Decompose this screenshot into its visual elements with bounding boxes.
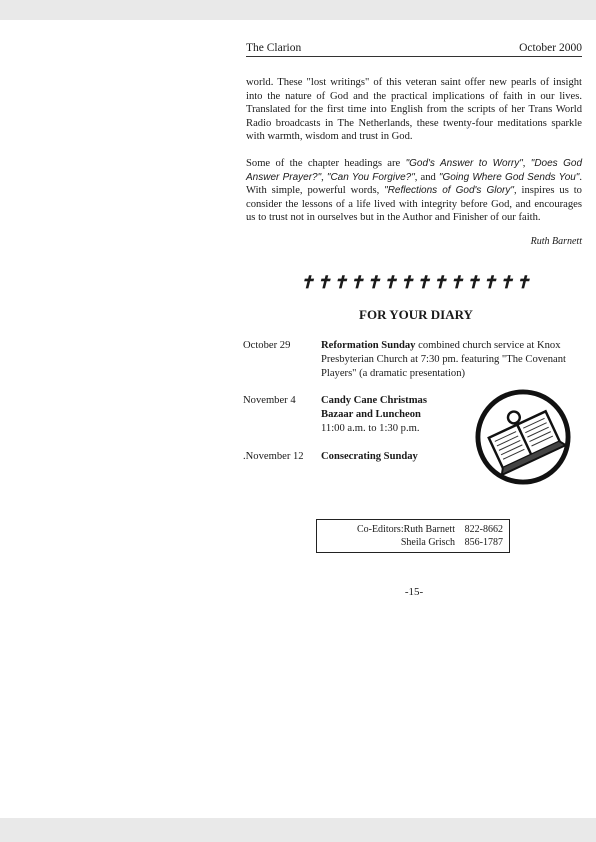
cross-glyph: ✝: [482, 273, 497, 292]
cross-glyph: ✝: [449, 273, 464, 292]
page-header: [246, 42, 582, 57]
editors-label: Co-Editors:: [356, 524, 404, 535]
chapter-heading: "God's Answer to Worry": [405, 158, 523, 169]
cross-glyph: ✝: [399, 273, 414, 292]
event-name: Consecrating Sunday: [321, 451, 418, 462]
diary-heading: FOR YOUR DIARY: [359, 307, 473, 322]
event-name: Reformation Sunday: [321, 340, 416, 351]
cross-glyph: ✝: [465, 273, 481, 292]
chapter-heading: "Going Where God Sends You": [438, 171, 580, 183]
open-book-icon: [474, 388, 572, 486]
event-name: Candy Cane Christmas Bazaar and Luncheon: [321, 395, 427, 420]
entry-date: October 29: [243, 340, 291, 351]
entry-date: .November 12: [243, 451, 304, 462]
book-title: "Reflections of God's Glory": [384, 185, 514, 197]
cross-glyph: ✝: [349, 273, 365, 292]
diary-entry: [243, 394, 449, 436]
editor-name: Ruth Barnett: [403, 524, 455, 535]
review-signature: Ruth Barnett: [530, 236, 582, 247]
issue-date: October 2000: [519, 42, 582, 54]
entry-date: November 4: [243, 395, 296, 406]
page-number: -15-: [404, 586, 424, 598]
review-text-mid: . With simple, powerful words,: [246, 171, 583, 197]
editors-box: [316, 519, 510, 553]
cross-divider: [300, 273, 530, 293]
review-text-end: , inspires us to consider the lessons of a life lived with integrity before God, and encourages us to trust not in ourselves but in the Author and Finisher of our faith.: [246, 185, 582, 224]
cross-glyph: ✝: [316, 273, 331, 292]
chapter-heading: "Does God Answer Prayer?": [246, 158, 583, 183]
cross-glyph: ✝: [300, 273, 315, 292]
review-paragraph-2: Some of the chapter headings are "God's Answer to Worry", "Does God Answer Prayer?", "Can You Forgive?", and "Going Where God Sends You". With simple, powerful words, "Reflections of God's Glory", inspires us to consider the lessons of a life lived with integrity before God, and encourages us to trust not in ourselves but in the Author and Finisher of our faith.: [246, 158, 583, 224]
editor-phone: 822-8662: [464, 524, 503, 535]
review-text-1: world. These "lost writings" of this veteran saint offer new pearls of insight into the nature of God and the practical implications of faith in our lives. Translated for the first time into English from the scripts of her Trans World Radio broadcasts in The Netherlands, these twenty-four meditations sparkle with warmth, wisdom and trust in God.: [246, 77, 582, 143]
review-text-intro: Some of the chapter headings are: [246, 158, 406, 169]
chapter-heading: "Can You Forgive?": [326, 171, 415, 183]
editor-name: Sheila Grisch: [400, 537, 455, 548]
newsletter-title: The Clarion: [246, 42, 302, 54]
diary-entry: [243, 339, 583, 381]
cross-glyph: ✝: [515, 273, 530, 292]
review-paragraph-1: [246, 76, 582, 144]
cross-glyph: ✝: [416, 273, 431, 292]
event-detail: 11:00 a.m. to 1:30 p.m.: [321, 423, 420, 434]
cross-glyph: ✝: [366, 273, 381, 292]
cross-glyph: ✝: [382, 273, 398, 292]
event-detail: combined church service at Knox Presbyterian Church at 7:30 pm. featuring "The Covenant Players" (a dramatic presentation): [321, 340, 566, 379]
cross-glyph: ✝: [432, 273, 447, 292]
cross-glyph: ✝: [499, 273, 514, 292]
cross-glyph: ✝: [333, 273, 348, 292]
editor-phone: 856-1787: [464, 537, 503, 548]
